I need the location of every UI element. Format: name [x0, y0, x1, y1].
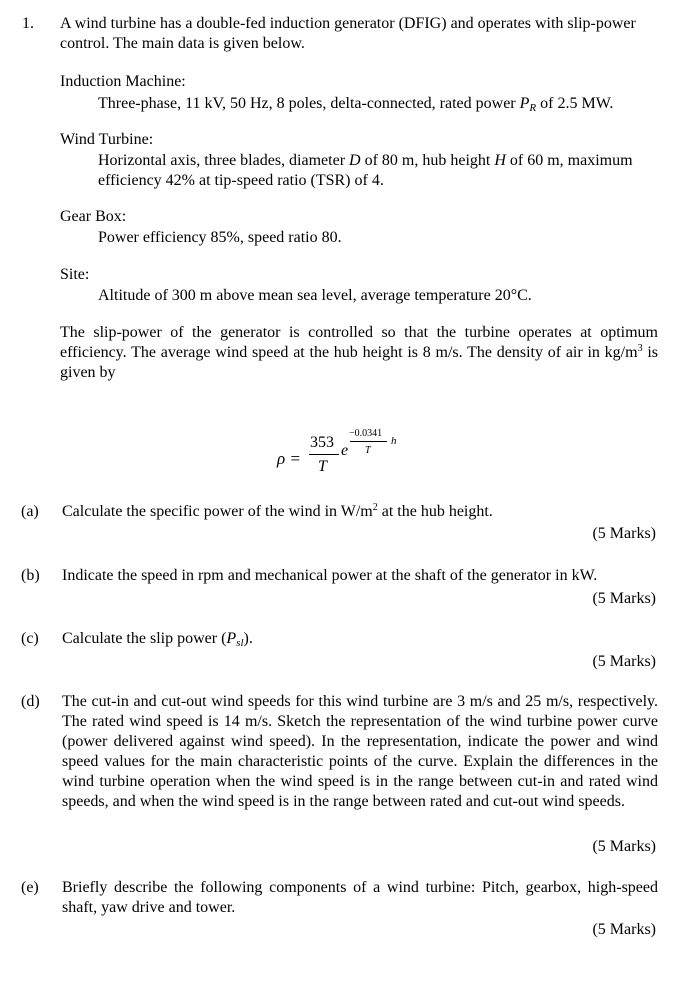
- part-e-text: Briefly describe the following components of a wind turbine: Pitch, gearbox, high-speed shaft, yaw drive and tower.: [62, 879, 658, 916]
- part-c-marks: (5 Marks): [592, 653, 656, 670]
- part-d-label: (d): [21, 693, 40, 710]
- part-a-marks: (5 Marks): [592, 525, 656, 542]
- slip-paragraph-tail: is given by: [60, 344, 659, 381]
- formula-exp-t: T: [365, 445, 371, 456]
- wind-turbine-heading: Wind Turbine:: [60, 131, 154, 148]
- formula-exp-denominator: [365, 442, 371, 460]
- part-d-marks: (5 Marks): [592, 838, 656, 855]
- formula-exp-var: [391, 432, 397, 450]
- slip-power-paragraph: [60, 323, 658, 383]
- formula-denominator: [318, 458, 327, 476]
- part-a-sup: 2: [372, 502, 378, 513]
- air-density-formula: [277, 420, 437, 484]
- induction-machine-spec: [98, 94, 658, 114]
- wind-turbine-text-a: Horizontal axis, three blades, diameter: [98, 152, 350, 169]
- part-a-label: (a): [21, 503, 39, 520]
- part-a-text-pre: Calculate the specific power of the wind in W/m: [62, 503, 373, 520]
- formula-denominator-t: T: [318, 458, 327, 475]
- induction-machine-text-post: of 2.5 MW.: [536, 95, 614, 112]
- formula-lhs: [277, 450, 301, 468]
- site-spec: Altitude of 300 m above mean sea level, average temperature 20°C.: [98, 287, 532, 304]
- slip-paragraph-sup: 3: [637, 343, 643, 354]
- formula-e: e: [341, 442, 349, 459]
- wind-turbine-text-c: of 60 m, maximum efficiency 42% at tip-speed ratio (TSR) of 4.: [98, 152, 633, 189]
- induction-machine-heading: Induction Machine:: [60, 73, 186, 90]
- formula-exp-numerator: −0.0341: [349, 428, 383, 439]
- site-heading: Site:: [60, 266, 90, 283]
- part-b-label: (b): [21, 567, 40, 584]
- wind-turbine-text-b: of 80 m, hub height: [360, 152, 495, 169]
- hub-height-symbol: H: [494, 152, 506, 169]
- diameter-symbol: D: [349, 152, 361, 169]
- gear-box-heading: Gear Box:: [60, 208, 127, 225]
- part-e-label: (e): [21, 879, 39, 896]
- formula-h: h: [391, 435, 397, 447]
- part-c-text-pre: Calculate the slip power (: [62, 630, 227, 647]
- part-c-text: [62, 629, 658, 649]
- part-c-label: (c): [21, 630, 39, 647]
- question-number: 1.: [22, 15, 34, 32]
- part-a-text: [62, 502, 658, 522]
- part-b-marks: (5 Marks): [592, 590, 656, 607]
- induction-machine-text-pre: Three-phase, 11 kV, 50 Hz, 8 poles, delta-connected, rated power: [98, 95, 520, 112]
- wind-turbine-spec: [98, 151, 658, 191]
- slip-paragraph-text: The slip-power of the generator is controlled so that the turbine operates at optimum efficiency. The average wind speed at the hub height is 8 m/s. The density of air in kg/m: [60, 324, 658, 361]
- gear-box-spec: Power efficiency 85%, speed ratio 80.: [98, 229, 342, 246]
- formula-base: [341, 442, 348, 460]
- part-d-text: The cut-in and cut-out wind speeds for this wind turbine are 3 m/s and 25 m/s, respectively. The rated wind speed is 14 m/s. Sketch the representation of the wind turbine power curve (power delivered against wind speed). In the representation, indicate the power and wind speed values for the main characteristic points of the curve. Explain the differences in the wind turbine operation when the wind speed is in the range between cut-in and rated wind speeds, and when the wind speed is in the range between rated and cut-out wind speeds.: [62, 693, 658, 810]
- slip-power-subscript: sl: [236, 637, 244, 649]
- part-e-marks: (5 Marks): [592, 921, 656, 938]
- question-intro: A wind turbine has a double-fed induction generator (DFIG) and operates with slip-power control. The main data is given below.: [60, 15, 636, 52]
- formula-fraction-bar: [309, 454, 339, 455]
- formula-numerator: 353: [310, 434, 334, 451]
- rated-power-subscript: R: [529, 102, 537, 114]
- part-a-text-post: at the hub height.: [377, 503, 493, 520]
- slip-power-symbol: P: [226, 630, 237, 647]
- rated-power-symbol: P: [519, 95, 530, 112]
- part-b-text: Indicate the speed in rpm and mechanical power at the shaft of the generator in kW.: [62, 567, 598, 584]
- formula-rho: ρ =: [277, 449, 301, 468]
- part-c-text-post: ).: [243, 630, 253, 647]
